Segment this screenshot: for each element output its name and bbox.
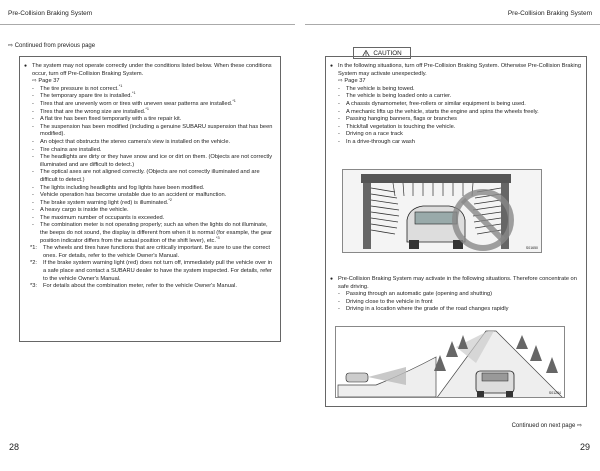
dash-marker: -: [32, 138, 34, 145]
right-activation-list: [330, 291, 582, 314]
footnote-ref: *1: [132, 91, 136, 96]
right-bullet-2-text: Pre-Collision Braking System may activate in the following situations. Therefore concentrate on safe driving.: [338, 276, 577, 290]
dash-marker: -: [32, 169, 34, 176]
condition-item: [24, 101, 276, 109]
dash-marker: -: [338, 291, 340, 298]
list-item-text: A mechanic lifts up the vehicle, starts the engine and spins the wheels freely.: [346, 108, 539, 115]
condition-item: [24, 207, 276, 215]
footnote-ref: *2: [168, 197, 172, 202]
car-wash-drawing: [343, 170, 542, 253]
condition-item-text: The tire pressure is not correct.: [40, 85, 119, 92]
dash-marker: -: [32, 222, 34, 229]
dash-marker: -: [338, 131, 340, 138]
dash-marker: -: [338, 108, 340, 115]
header-rule-left: [0, 24, 295, 25]
condition-item-text: A flat tire has been fixed temporarily with a tire repair kit.: [40, 116, 182, 123]
left-bullet-text: The system may not operate correctly under the conditions listed below. When these conditions occur, turn off Pre-Collision Braking System.: [32, 63, 272, 77]
footnote-label: *3:: [30, 283, 37, 290]
left-page-ref[interactable]: ⇨ Page 37: [32, 78, 60, 85]
list-item: [330, 86, 582, 94]
list-item-text: A chassis dynamometer, free-rollers or similar equipment is being used.: [346, 100, 526, 107]
bullet-icon: ●: [330, 276, 334, 282]
right-box-content-top: [330, 63, 582, 147]
footnote-ref: *1: [118, 83, 123, 88]
list-item-text: Driving in a location where the grade of the road changes rapidly: [346, 306, 509, 313]
dash-marker: -: [338, 123, 340, 130]
list-item-text: Driving on a race track: [346, 131, 403, 138]
condition-item: [24, 169, 276, 184]
condition-item-text: The maximum number of occupants is exceeded.: [40, 214, 165, 221]
footnote-text: The wheels and tires have functions that are critically important. Be sure to use the correct ones. For details, refer to the vehicle Owner's Manual.: [43, 245, 270, 259]
right-bullet-paragraph-1: [330, 63, 582, 78]
condition-item: [24, 222, 276, 245]
condition-item: [24, 106, 276, 117]
condition-item-text: Tires that are the wrong size are installed.: [40, 108, 146, 115]
dash-marker: -: [32, 108, 34, 115]
dash-marker: -: [32, 192, 34, 199]
condition-item-text: Tires that are unevenly worn or tires with uneven wear patterns are installed.: [40, 100, 233, 107]
dash-marker: -: [338, 93, 340, 100]
dash-marker: -: [32, 207, 34, 214]
condition-item: [24, 192, 276, 200]
dash-marker: -: [338, 306, 340, 313]
bullet-icon: ●: [24, 63, 28, 69]
dash-marker: -: [32, 184, 34, 191]
list-item: [330, 116, 582, 124]
footnote-ref: *1: [145, 106, 149, 111]
left-box-content: [24, 63, 276, 291]
condition-item: [24, 185, 276, 193]
condition-item: [24, 197, 276, 208]
road-grade-drawing: [336, 327, 565, 398]
list-item: [330, 299, 582, 307]
dash-marker: -: [32, 93, 34, 100]
dash-marker: -: [32, 116, 34, 123]
condition-item-text: The temporary spare tire is installed.: [40, 93, 132, 100]
illustration-code: S01204: [548, 391, 561, 395]
dash-marker: -: [32, 154, 34, 161]
condition-item-text: The combination meter is not operating properly; such as when the lights do not illuminate, the beeps do not sound, the display is different from when it is normal (for example, the gear position indicator differs from the actual position of the shift lever), etc.: [40, 222, 272, 244]
list-item-text: The vehicle is being loaded onto a carrier.: [346, 93, 452, 100]
footnote-ref: *3: [215, 235, 220, 240]
page-number-right: 29: [579, 442, 590, 452]
right-turn-off-list: [330, 86, 582, 147]
continued-from-label: ⇨ Continued from previous page: [8, 43, 96, 49]
caution-text: CAUTION: [373, 49, 402, 57]
footnote-ref: *1: [232, 99, 236, 104]
list-item: [330, 109, 582, 117]
list-item-text: In a drive-through car wash: [346, 138, 415, 145]
footnote: [24, 245, 276, 260]
list-item: [330, 131, 582, 139]
condition-item: [24, 154, 276, 169]
condition-item-text: Vehicle operation has become unstable due to an accident or malfunction.: [40, 192, 227, 199]
right-bullet-paragraph-2: [330, 276, 582, 291]
condition-item: [24, 147, 276, 155]
condition-item: [24, 124, 276, 139]
right-box-content-bottom: [330, 276, 582, 314]
dash-marker: -: [338, 100, 340, 107]
condition-item-text: The lights including headlights and fog lights have been modified.: [40, 184, 205, 191]
condition-item-text: A heavy cargo is inside the vehicle.: [40, 207, 129, 214]
condition-item: [24, 215, 276, 223]
footnote-text: For details about the combination meter, refer to the vehicle Owner's Manual.: [43, 283, 237, 290]
footnote: [24, 283, 276, 291]
left-bullet-paragraph: [24, 63, 276, 78]
list-item: [330, 124, 582, 132]
left-condition-list: [24, 83, 276, 245]
illustration-code: S01650: [525, 246, 538, 250]
road-grade-illustration: [335, 326, 565, 398]
right-page-ref[interactable]: ⇨ Page 37: [338, 78, 366, 85]
page-number-left: 28: [9, 442, 20, 452]
condition-item: [24, 139, 276, 147]
dash-marker: -: [338, 116, 340, 123]
footnote-list: [24, 245, 276, 291]
list-item-text: The vehicle is being towed.: [346, 85, 415, 92]
footnote-label: *2:: [30, 260, 37, 267]
list-item: [330, 93, 582, 101]
dash-marker: -: [338, 85, 340, 92]
car-wash-illustration: [342, 169, 542, 253]
header-rule-right: [305, 24, 600, 25]
running-header-right: Pre-Collision Braking System: [507, 10, 592, 17]
list-item-text: Thick/tall vegetation is touching the vehicle.: [346, 123, 456, 130]
dash-marker: -: [32, 146, 34, 153]
list-item: [330, 101, 582, 109]
list-item-text: Driving close to the vehicle in front: [346, 298, 433, 305]
dash-marker: -: [32, 123, 34, 130]
condition-item-text: An object that obstructs the stereo camera's view is installed on the vehicle.: [40, 138, 231, 145]
dash-marker: -: [338, 138, 340, 145]
list-item-text: Passing through an automatic gate (opening and shutting): [346, 291, 493, 298]
footnote: [24, 260, 276, 283]
condition-item-text: The suspension has been modified (including a genuine SUBARU suspension that has been modified).: [40, 123, 273, 138]
right-bullet-1-text: In the following situations, turn off Pre-Collision Braking System. Otherwise Pre-Collision Braking System may activate unexpectedly.: [338, 63, 581, 77]
dash-marker: -: [32, 199, 34, 206]
dash-marker: -: [338, 298, 340, 305]
running-header-left: Pre-Collision Braking System: [8, 10, 93, 17]
list-item-text: Passing hanging banners, flags or branches: [346, 116, 457, 123]
list-item: [330, 291, 582, 299]
bullet-icon: ●: [330, 63, 334, 69]
dash-marker: -: [32, 100, 34, 107]
continued-next-label: Continued on next page ⇨: [511, 423, 582, 429]
footnote-label: *1:: [30, 245, 37, 252]
list-item: [330, 139, 582, 147]
condition-item-text: The headlights are dirty or they have snow and ice or dirt on them. (Objects are not correctly illuminated and are difficult to detect.): [40, 154, 273, 168]
condition-item-text: The optical axes are not aligned correctly. (Objects are not correctly illuminated and are difficult to detect.): [40, 169, 260, 183]
dash-marker: -: [32, 85, 34, 92]
footnote-text: If the brake system warning light (red) does not turn off, immediately pull the vehicle over in a safe place and contact a SUBARU dealer to have the system inspected. For details, refer to the vehicle Owner's Manual.: [43, 260, 273, 282]
list-item: [330, 306, 582, 314]
condition-item-text: The brake system warning light (red) is illuminated.: [40, 199, 169, 206]
condition-item-text: Tire chains are installed.: [40, 146, 102, 153]
condition-item: [24, 116, 276, 124]
dash-marker: -: [32, 214, 34, 221]
